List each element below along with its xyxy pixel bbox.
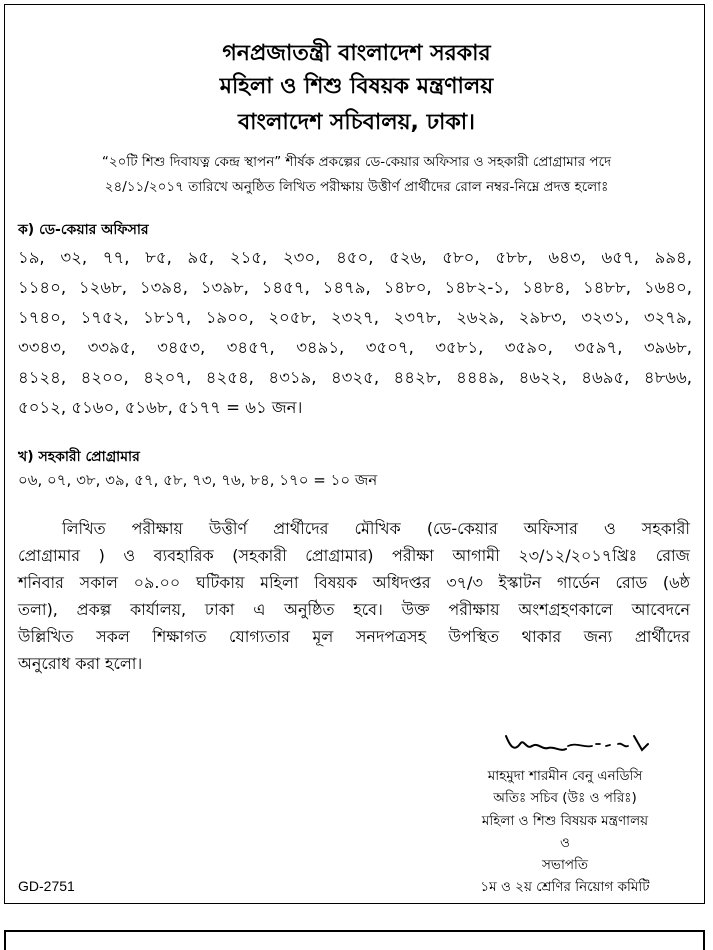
- government-title: গনপ্রজাতন্ত্রী বাংলাদেশ সরকার: [222, 41, 491, 66]
- roll-line: ১১৪০, ১২৬৮, ১৩৯৪, ১৩৯৮, ১৪৫৭, ১৪৭৯, ১৪৮০, ১৪৮২-১, ১৪৮৪, ১৪৮৮, ১৬৪০,: [18, 278, 692, 297]
- signatory-ministry: মহিলা ও শিশু বিষয়ক মন্ত্রণালয়: [481, 813, 649, 829]
- section-a-roll-list: [18, 243, 692, 423]
- handwritten-signature: [502, 722, 652, 764]
- signatory-designation: অতিঃ সচিব (উঃ ও পরিঃ): [493, 790, 637, 806]
- section-b-roll-list: [18, 465, 692, 495]
- notice-line: অনুরোধ করা হলো।: [18, 654, 143, 673]
- notice-line: উল্লিখিত সকল শিক্ষাগত যোগ্যতার মূল সনদপত্রসহ উপস্থিত থাকার জন্য প্রার্থীদের: [18, 627, 690, 646]
- notice-line: লিখিত পরীক্ষায় উত্তীর্ণ প্রার্থীদের মৌখিক (ডে-কেয়ার অফিসার ও সহকারী: [62, 519, 690, 538]
- roll-line: ৪১২৪, ৪২০০, ৪২০৭, ৪২৫৪, ৪৩১৯, ৪৩২৫, ৪৪২৮, ৪৪৪৯, ৪৬২২, ৪৬৯৫, ৪৮৬৬,: [18, 368, 692, 387]
- committee-name: ১ম ও ২য় শ্রেণির নিয়োগ কমিটি: [480, 879, 650, 895]
- memo-number: GD-2751: [18, 878, 75, 894]
- section-a-title: ক) ডে-কেয়ার অফিসার: [18, 222, 149, 238]
- roll-line: ৩৩৪৩, ৩৩৯৫, ৩৪৫৩, ৩৪৫৭, ৩৪৯১, ৩৫০৭, ৩৫৮১, ৩৫৯০, ৩৫৯৭, ৩৯৬৮,: [18, 338, 692, 357]
- signatory-conjunction: ও: [560, 835, 570, 851]
- intro-line-2: ২৪/১১/২০১৭ তারিখে অনুষ্ঠিত লিখিত পরীক্ষায় উত্তীর্ণ প্রার্থীদের রোল নম্বর-নিম্নে প্রদত্ত হলোঃ: [104, 179, 609, 195]
- notice-line: শনিবার সকাল ০৯.০০ ঘটিকায় মহিলা বিষয়ক অধিদপ্তর ৩৭/৩ ইস্কাটন গার্ডেন রোড (৬ষ্ঠ: [18, 573, 690, 592]
- exam-notice-paragraph: [18, 515, 690, 677]
- notice-line: তলা), প্রকল্প কার্যালয়, ঢাকা এ অনুষ্ঠিত হবে। উক্ত পরীক্ষায় অংশগ্রহণকালে আবেদনে: [18, 600, 690, 619]
- next-page-border: [4, 930, 705, 950]
- signatory-name: মাহমুদা শারমীন বেনু এনডিসি: [487, 768, 643, 784]
- roll-line: ০৬, ০৭, ৩৮, ৩৯, ৫৭, ৫৮, ৭৩, ৭৬, ৮৪, ১৭০ = ১০ জন: [18, 471, 378, 489]
- roll-line: ১৯, ৩২, ৭৭, ৮৫, ৯৫, ২১৫, ২৩০, ৪৫০, ৫২৬, ৫৮০, ৫৮৮, ৬৪৩, ৬৫৭, ৯৯৪,: [18, 248, 692, 267]
- roll-line: ৫০১২, ৫১৬০, ৫১৬৮, ৫১৭৭ = ৬১ জন।: [18, 398, 303, 417]
- ministry-title: মহিলা ও শিশু বিষয়ক মন্ত্রণালয়: [219, 74, 494, 99]
- notice-line: প্রোগ্রামার ) ও ব্যবহারিক (সহকারী প্রোগ্রামার) পরীক্ষা আগামী ২৩/১২/২০১৭খ্রিঃ রোজ: [18, 546, 690, 565]
- secretariat-address: বাংলাদেশ সচিবালয়, ঢাকা।: [237, 110, 476, 135]
- intro-line-1: “২০টি শিশু দিবাযত্ন কেন্দ্র স্থাপন” শীর্ষক প্রকল্পের ডে-কেয়ার অফিসার ও সহকারী প্রোগ্রামার পদে: [101, 154, 612, 170]
- section-b-title: খ) সহকারী প্রোগ্রামার: [18, 449, 140, 465]
- signatory-role: সভাপতি: [541, 857, 589, 873]
- roll-line: ১৭৪০, ১৭৫২, ১৮১৭, ১৯০০, ২০৫৮, ২৩২৭, ২৩৭৮, ২৬২৯, ২৯৮৩, ৩২৩১, ৩২৭৯,: [18, 308, 692, 327]
